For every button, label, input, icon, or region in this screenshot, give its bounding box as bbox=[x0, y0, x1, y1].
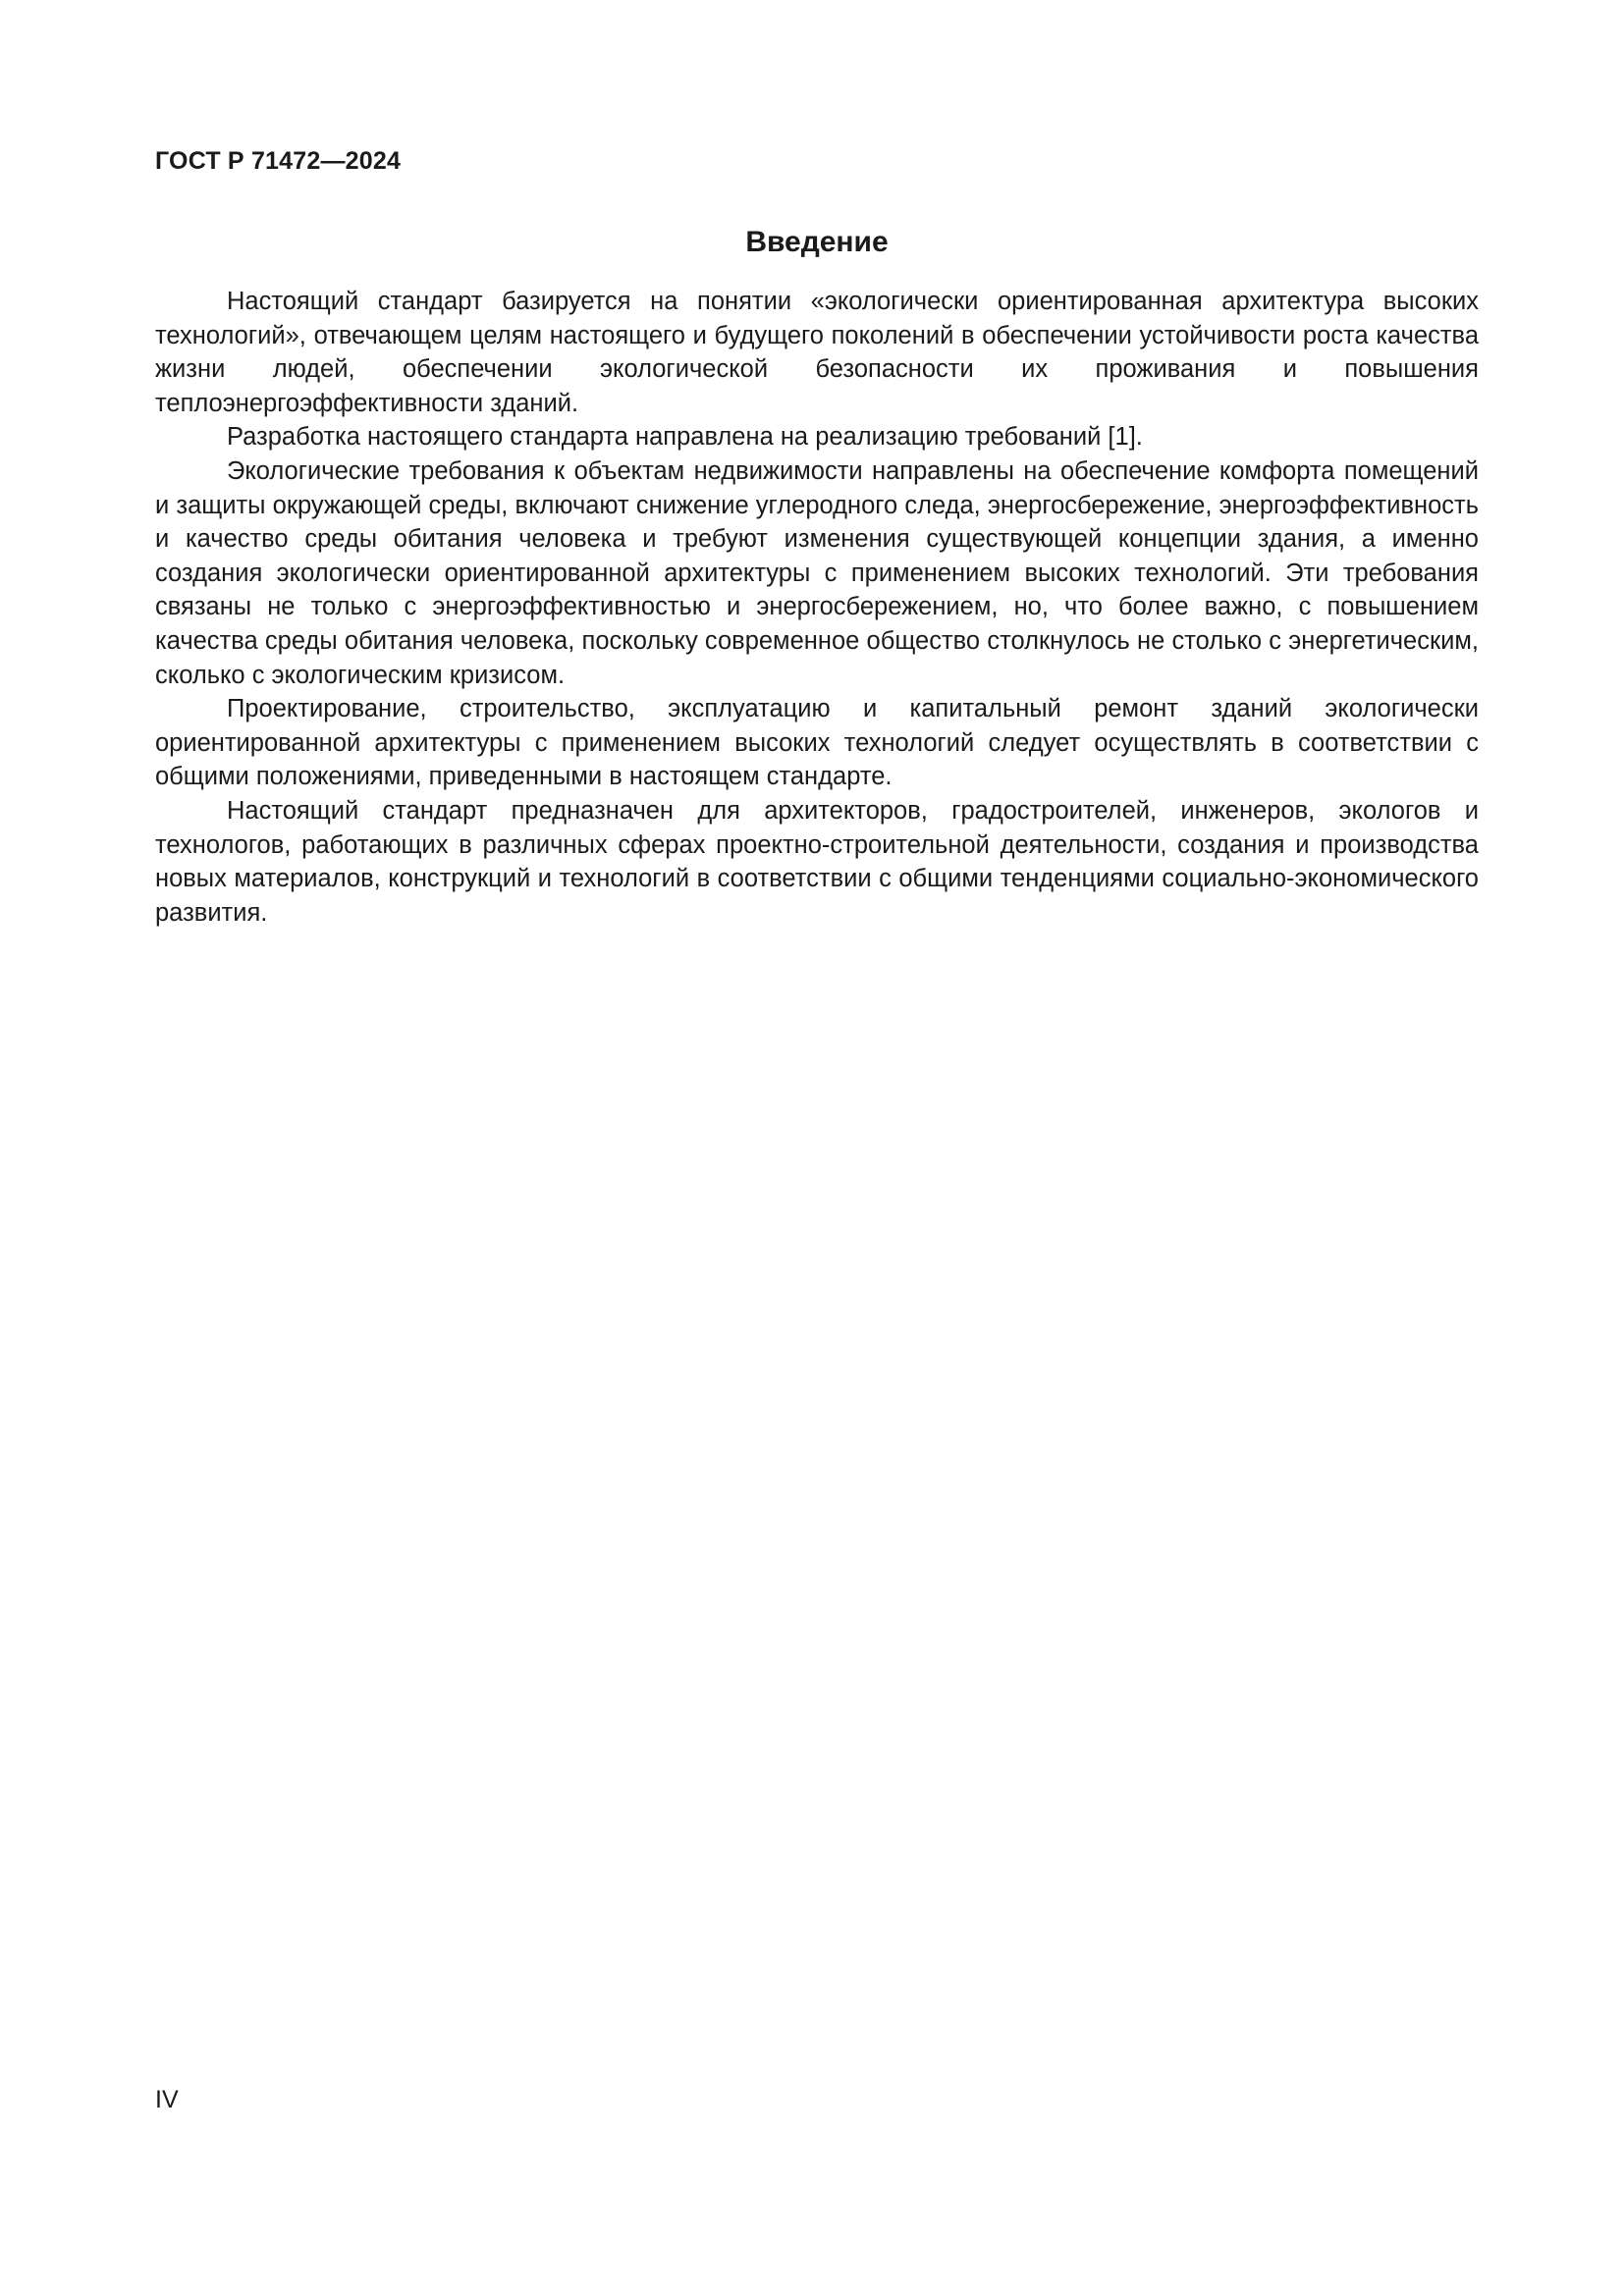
section-title: Введение bbox=[745, 226, 889, 258]
paragraph: Настоящий стандарт базируется на понятии «экологически ориентированная архитектура высоких технологий», отвечающем целям настоящего и будущего поколений в обеспечении устойчивости роста качества жизни людей, обеспечении экологической безопасности их проживания и повышения теплоэнергоэффективности зданий. bbox=[155, 288, 1479, 417]
paragraph: Экологические требования к объектам недвижимости направлены на обеспечение комфорта помещений и защиты окружающей среды, включают снижение углеродного следа, энергосбережение, энергоэффективность и качество среды обитания человека и требуют изменения существующей концепции здания, а именно создания экологически ориентированной архитектуры с применением высоких технологий. Эти требования связаны не только с энергоэффективностью и энергосбережением, но, что более важно, с повышением качества среды обитания человека, поскольку современное общество столкнулось не столько с энергетическим, сколько с экологическим кризисом. bbox=[155, 456, 1479, 689]
paragraph: Разработка настоящего стандарта направлена на реализацию требований [1]. bbox=[227, 423, 1143, 452]
paragraph: Настоящий стандарт предназначен для архитекторов, градостроителей, инженеров, экологов и технологов, работающих в различных сферах проектно-строительной деятельности, создания и производства новых материалов, конструкций и технологий в соответствии с общими тенденциями социально-экономического развития. bbox=[155, 796, 1479, 927]
page-number: IV bbox=[155, 2086, 179, 2113]
section-body bbox=[155, 285, 1479, 930]
paragraph: Проектирование, строительство, эксплуатацию и капитальный ремонт зданий экологически ориентированной архитектуры с применением высоких технологий следует осуществлять в соответствии с общими положениями, приведенными в настоящем стандарте. bbox=[155, 695, 1479, 791]
document-code: ГОСТ Р 71472—2024 bbox=[155, 147, 402, 175]
